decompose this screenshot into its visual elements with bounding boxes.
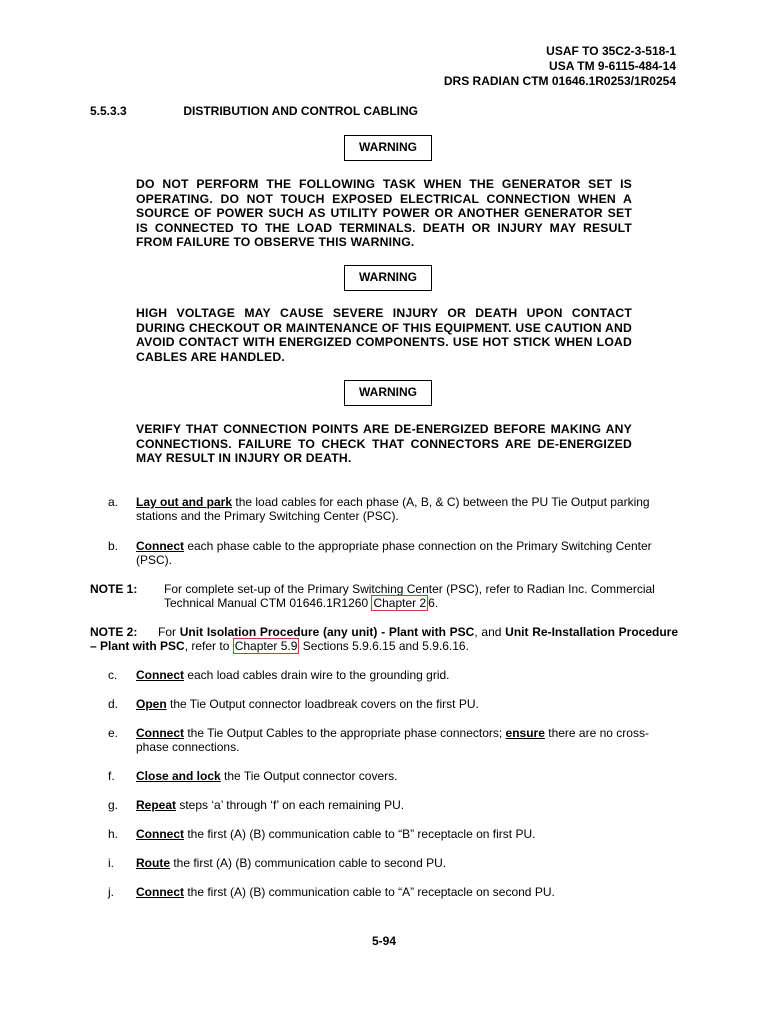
procedure-step xyxy=(108,769,678,783)
header-line-1: USAF TO 35C2-3-518-1 xyxy=(546,44,676,58)
procedure-step xyxy=(108,668,678,682)
step-text: the Tie Output connector loadbreak covers on the first PU. xyxy=(166,697,479,711)
section-heading xyxy=(90,104,418,118)
step-verb: Connect xyxy=(136,885,184,899)
note-text: , refer to xyxy=(184,639,233,654)
warning-text: HIGH VOLTAGE MAY CAUSE SEVERE INJURY OR DEATH UPON CONTACT DURING CHECKOUT OR MAINTENANCE OF THIS EQUIPMENT. USE CAUTION AND AVOID CONTACT WITH ENERGIZED COMPONENTS. USE HOT STICK WHEN LOAD CABLES ARE HANDLED. xyxy=(136,306,632,364)
note-text-tail: 6. xyxy=(428,596,439,611)
step-text: the first (A) (B) communication cable to “A” receptacle on second PU. xyxy=(184,885,555,899)
step-letter: a. xyxy=(108,495,119,509)
step-verb: Close and lock xyxy=(136,769,221,783)
step-verb: Connect xyxy=(136,668,184,682)
step-letter: d. xyxy=(108,697,119,711)
step-verb: Connect xyxy=(136,726,184,740)
step-letter: j. xyxy=(108,885,114,899)
procedure-step xyxy=(108,827,678,841)
section-title: DISTRIBUTION AND CONTROL CABLING xyxy=(183,104,418,118)
step-verb: Route xyxy=(136,856,170,870)
step-verb-secondary: ensure xyxy=(505,726,545,740)
step-letter: b. xyxy=(108,539,119,553)
step-verb: Open xyxy=(136,697,167,711)
warning-label-box: WARNING xyxy=(344,380,432,406)
step-letter: f. xyxy=(108,769,115,783)
header-line-2: USA TM 9-6115-484-14 xyxy=(549,59,676,73)
step-text: there are no cross-phase connections. xyxy=(136,726,649,755)
step-verb: Connect xyxy=(136,539,184,553)
step-verb: Connect xyxy=(136,827,184,841)
warning-label-box: WARNING xyxy=(344,135,432,161)
procedure-step xyxy=(108,539,678,568)
step-text: steps ‘a’ through ‘f’ on each remaining PU. xyxy=(176,798,405,812)
procedure-step xyxy=(108,726,678,755)
step-letter: h. xyxy=(108,827,119,841)
step-verb: Repeat xyxy=(136,798,177,812)
note-text: , and xyxy=(474,625,506,639)
step-text: the first (A) (B) communication cable to second PU. xyxy=(170,856,447,870)
step-verb: Lay out and park xyxy=(136,495,233,509)
step-text: each phase cable to the appropriate phase connection on the Primary Switching Center (PSC). xyxy=(136,539,652,568)
step-letter: g. xyxy=(108,798,119,812)
step-text: the Tie Output connector covers. xyxy=(220,769,398,783)
step-text: each load cables drain wire to the grounding grid. xyxy=(184,668,450,682)
note-label: NOTE 2: xyxy=(90,625,138,639)
step-letter: c. xyxy=(108,668,118,682)
procedure-step xyxy=(108,495,678,524)
header-line-3: DRS RADIAN CTM 01646.1R0253/1R0254 xyxy=(443,74,676,88)
document-header xyxy=(444,44,676,89)
chapter-reference-link[interactable]: Chapter 5.9 xyxy=(234,639,298,654)
note-2 xyxy=(90,625,678,654)
note-text: For xyxy=(158,625,180,639)
note-text: For complete set-up of the Primary Switching Center (PSC), refer to Radian Inc. Commercial Technical Manual CTM 01646.1R1260 xyxy=(164,582,655,611)
warning-label-box: WARNING xyxy=(344,265,432,291)
warning-text: VERIFY THAT CONNECTION POINTS ARE DE-ENERGIZED BEFORE MAKING ANY CONNECTIONS. FAILURE TO CHECK THAT CONNECTORS ARE DE-ENERGIZED MAY RESULT IN INJURY OR DEATH. xyxy=(136,422,632,466)
procedure-step xyxy=(108,697,678,711)
procedure-name-bold: Unit Isolation Procedure (any unit) - Plant with PSC xyxy=(179,625,475,639)
note-1 xyxy=(90,582,678,611)
section-number: 5.5.3.3 xyxy=(90,104,127,118)
note-label: NOTE 1: xyxy=(90,582,138,596)
page-number: 5-94 xyxy=(371,934,397,948)
procedure-step xyxy=(108,798,678,812)
step-text: the Tie Output Cables to the appropriate phase connectors; xyxy=(184,726,506,740)
warning-text: DO NOT PERFORM THE FOLLOWING TASK WHEN THE GENERATOR SET IS OPERATING. DO NOT TOUCH EXPOSED ELECTRICAL CONNECTION WHEN A SOURCE OF POWER SUCH AS UTILITY POWER OR ANOTHER GENERATOR SET IS CONNECTED TO THE LOAD TERMINALS. DEATH OR INJURY MAY RESULT FROM FAILURE TO OBSERVE THIS WARNING. xyxy=(136,177,632,250)
procedure-name-bold: Unit Re-Installation Procedure – Plant with PSC xyxy=(90,625,679,654)
step-text: the first (A) (B) communication cable to “B” receptacle on first PU. xyxy=(184,827,536,841)
procedure-step xyxy=(108,885,678,899)
chapter-reference-link[interactable]: Chapter 2 xyxy=(373,596,427,611)
procedure-step xyxy=(108,856,678,870)
step-text: the load cables for each phase (A, B, & C) between the PU Tie Output parking stations and the Primary Switching Center (PSC). xyxy=(136,495,650,524)
note-text-tail: Sections 5.9.6.15 and 5.9.6.16. xyxy=(299,639,469,654)
step-letter: i. xyxy=(108,856,114,870)
step-letter: e. xyxy=(108,726,119,740)
